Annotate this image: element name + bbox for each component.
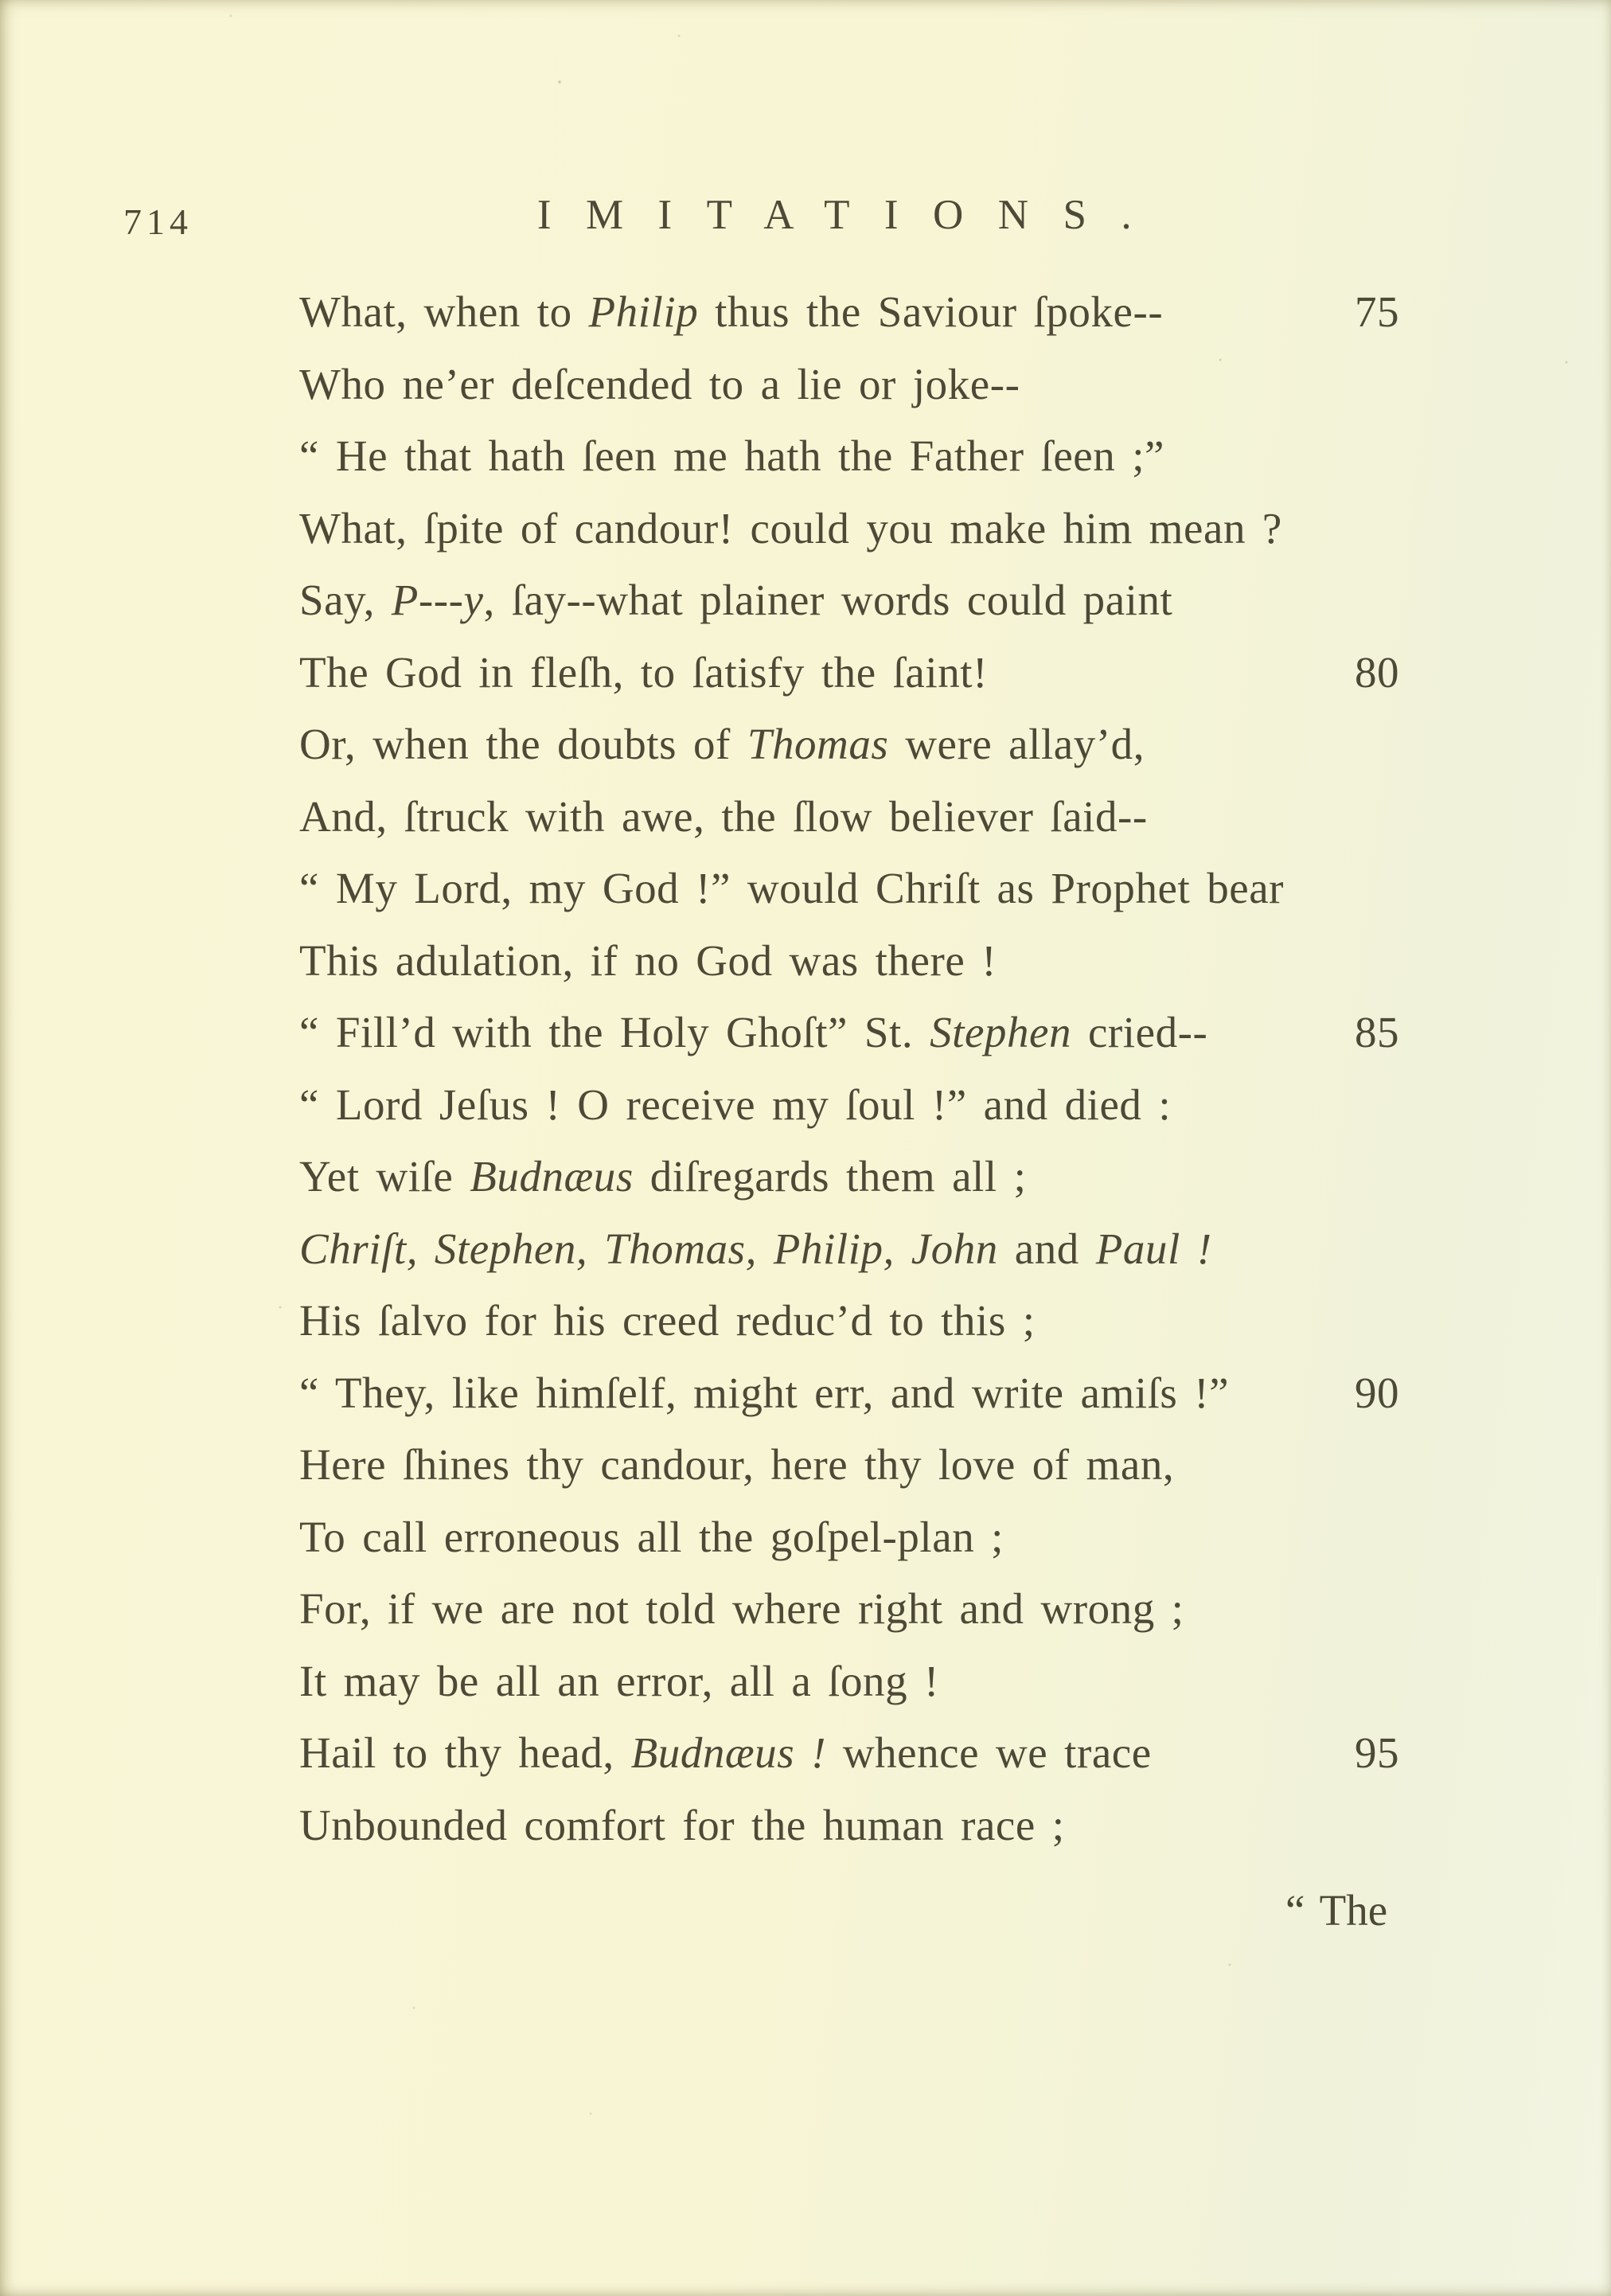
poem-text-italic: Thomas xyxy=(747,720,889,768)
poem-text: For, if we are not told where right and wrong ; xyxy=(299,1584,1184,1633)
poem-line xyxy=(299,1513,1493,1562)
poem-text: Say, xyxy=(299,576,392,624)
poem-line xyxy=(299,288,1493,337)
poem-text: What, when to xyxy=(299,287,589,336)
poem-line xyxy=(299,1802,1493,1850)
poem-line xyxy=(299,1658,1493,1706)
running-header: IMITATIONS. xyxy=(536,192,1167,238)
poem-text: whence we trace xyxy=(825,1728,1152,1777)
poem-line xyxy=(299,1081,1493,1130)
poem-text: Yet wiſe xyxy=(299,1152,470,1201)
poem-text: cried-- xyxy=(1071,1008,1208,1056)
poem-text: Who ne’er deſcended to a lie or joke-- xyxy=(299,359,1020,408)
poem-text-italic: Budnæus ! xyxy=(630,1728,826,1777)
poem-line xyxy=(299,1009,1493,1057)
poem-text: and xyxy=(997,1224,1096,1273)
poem-line xyxy=(299,432,1493,481)
poem-text: And, ſtruck with awe, the ſlow believer ſaid-- xyxy=(299,791,1148,841)
poem-text: thus the Saviour ſpoke-- xyxy=(698,287,1164,336)
poem-text: , ſay--what plainer words could paint xyxy=(483,576,1173,624)
poem-line xyxy=(299,1441,1493,1490)
poem-text: To call erroneous all the goſpel-plan ; xyxy=(299,1512,1004,1561)
line-number: 90 xyxy=(1355,1368,1400,1417)
page-number: 714 xyxy=(123,201,193,242)
poem-line xyxy=(299,1225,1493,1274)
poem-text-italic: Chriſt, Stephen, Thomas, Philip, John xyxy=(299,1224,998,1273)
poem-line xyxy=(299,793,1493,841)
poem-text: Unbounded comfort for the human race ; xyxy=(299,1800,1065,1849)
poem-line xyxy=(299,1369,1493,1418)
poem-line xyxy=(299,576,1493,625)
catchword: “ The xyxy=(1285,1886,1388,1935)
poem-text: “ Fill’d with the Holy Ghoſt” St. xyxy=(299,1008,930,1056)
poem-text: were allay’d, xyxy=(888,720,1145,768)
poem-text: “ My Lord, my God !” would Chriſt as Prophet bear xyxy=(299,864,1285,912)
line-number: 85 xyxy=(1355,1008,1400,1056)
poem-text: Here ſhines thy candour, here thy love of man, xyxy=(299,1440,1175,1489)
poem-text-italic: P---y xyxy=(391,576,484,624)
poem-line xyxy=(299,865,1493,913)
poem-text: “ They, like himſelf, might err, and write amiſs !” xyxy=(299,1368,1230,1417)
poem-text: His ſalvo for his creed reduc’d to this ; xyxy=(299,1296,1036,1345)
poem-line xyxy=(299,505,1493,553)
poem-text-italic: Philip xyxy=(588,287,699,336)
line-number: 75 xyxy=(1355,287,1400,336)
poem-line xyxy=(299,1153,1493,1201)
poem-text: This adulation, if no God was there ! xyxy=(299,935,997,985)
poem-line xyxy=(299,1297,1493,1345)
poem-line xyxy=(299,361,1493,409)
poem-text: Hail to thy head, xyxy=(299,1728,631,1777)
poem-text: The God in fleſh, to ſatisfy the ſaint! xyxy=(299,647,988,697)
poem-line xyxy=(299,649,1493,697)
poem-line xyxy=(299,720,1493,769)
poem-text: It may be all an error, all a ſong ! xyxy=(299,1656,939,1705)
poem-line xyxy=(299,1585,1493,1634)
poem-line xyxy=(299,937,1493,986)
poem-text-italic: Budnæus xyxy=(470,1152,634,1201)
poem-line xyxy=(299,1729,1493,1778)
poem-text-italic: Stephen xyxy=(930,1008,1072,1056)
poem-text: What, ſpite of candour! could you make him mean ? xyxy=(299,503,1282,553)
poem-text: “ Lord Jeſus ! O receive my ſoul !” and died : xyxy=(299,1080,1172,1129)
line-number: 80 xyxy=(1355,647,1400,697)
poem-text: “ He that hath ſeen me hath the Father ſeen ;” xyxy=(299,431,1164,480)
poem-text: Or, when the doubts of xyxy=(299,720,747,768)
poem-text: diſregards them all ; xyxy=(633,1152,1027,1201)
line-number: 95 xyxy=(1355,1728,1400,1777)
poem-text-italic: Paul ! xyxy=(1095,1224,1212,1273)
